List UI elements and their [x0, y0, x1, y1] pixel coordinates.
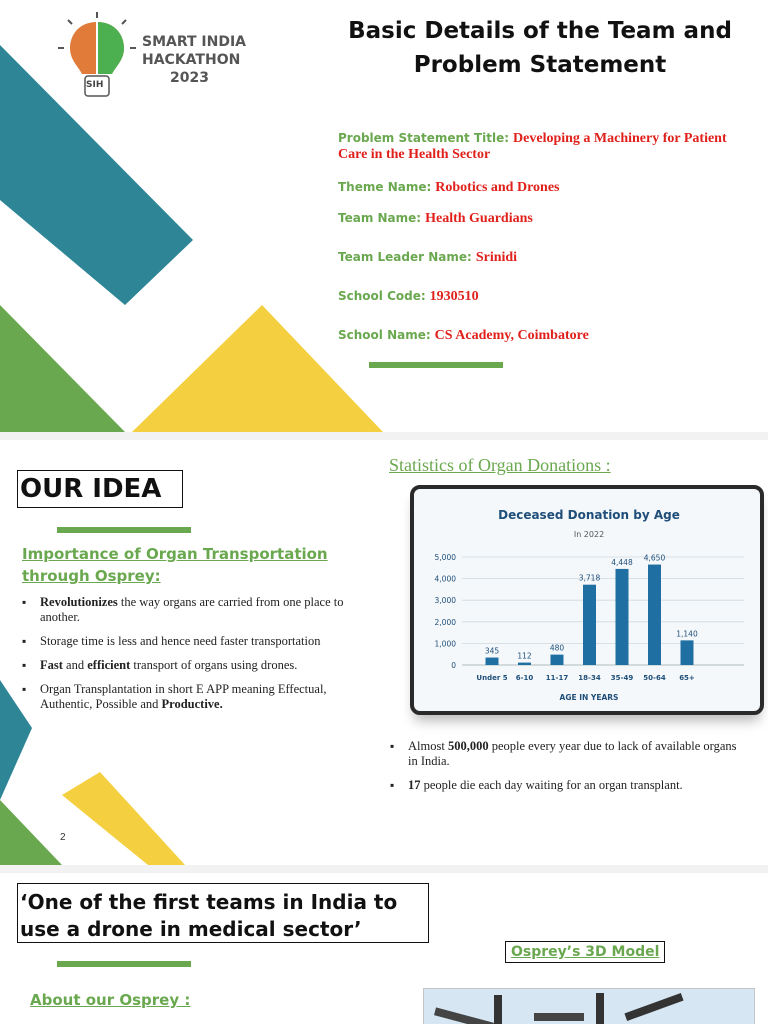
- quote-box: [17, 883, 429, 943]
- list-item: ▪ Storage time is less and hence need faster transportation: [22, 634, 377, 649]
- field-label: Theme Name:: [338, 180, 432, 194]
- y-tick-label: 3,000: [434, 596, 456, 606]
- list-item: ▪ Almost 500,000 people every year due to lack of available organs in India.: [390, 739, 740, 769]
- field-value: CS Academy, Coimbatore: [434, 328, 589, 343]
- field-label: School Code:: [338, 289, 426, 303]
- importance-list: [22, 595, 377, 721]
- logo-badge: SIH: [86, 80, 104, 90]
- about-heading: About our Osprey :: [30, 991, 191, 1009]
- page-number: 2: [60, 832, 66, 843]
- list-item: ▪ Revolutionizes the way organs are carried from one place to another.: [22, 595, 377, 625]
- divider: [57, 527, 191, 533]
- field-value: Srinidi: [475, 250, 518, 265]
- x-tick-label: 65+: [679, 674, 695, 682]
- chart-title: Deceased Donation by Age: [498, 508, 680, 522]
- x-tick-label: Under 5: [476, 674, 508, 682]
- x-tick-label: 11-17: [545, 674, 569, 682]
- field-label: Team Leader Name:: [338, 250, 472, 264]
- divider: [369, 362, 503, 368]
- importance-subheading: [22, 543, 328, 587]
- importance-subheading-line-2: through Osprey:: [22, 567, 161, 585]
- y-tick-label: 5,000: [434, 553, 456, 562]
- sih-logo: [58, 12, 258, 107]
- field-value-cont: Care in the Health Sector: [338, 147, 491, 162]
- data-label: 4,448: [611, 557, 633, 567]
- field-team-name: [338, 209, 533, 227]
- quote-line-1: ‘One of the first teams in India to: [20, 890, 398, 914]
- field-label: Team Name:: [338, 211, 422, 225]
- bar-50-64: [648, 565, 661, 665]
- y-tick-label: 1,000: [434, 639, 456, 649]
- field-label: Problem Statement Title:: [338, 131, 510, 145]
- field-theme: [338, 178, 559, 196]
- slide-gap: [0, 865, 768, 873]
- importance-subheading-line-1: Importance of Organ Transportation: [22, 545, 328, 563]
- quote-line-2: use a drone in medical sector’: [20, 917, 362, 941]
- drone-3d-model: [423, 988, 755, 1024]
- chart-subtitle: In 2022: [573, 530, 605, 539]
- list-item: ▪ 17 people die each day waiting for an organ transplant.: [390, 778, 740, 793]
- bar-11-17: [551, 655, 564, 665]
- y-tick-label: 4,000: [434, 574, 456, 584]
- list-item: ▪ Fast and efficient transport of organs using drones.: [22, 658, 377, 673]
- data-label: 345: [484, 646, 500, 656]
- divider: [57, 961, 191, 967]
- data-label: 4,650: [643, 553, 666, 563]
- logo-line-3: 2023: [170, 70, 209, 86]
- drone-image: [424, 989, 754, 1024]
- x-tick-label: 50-64: [643, 674, 666, 682]
- stats-heading: Statistics of Organ Donations :: [389, 455, 611, 475]
- field-label: School Name:: [338, 328, 431, 342]
- field-value: Health Guardians: [425, 211, 533, 226]
- list-item: ▪ Organ Transplantation in short E APP meaning Effectual, Authentic, Possible and Productive.: [22, 682, 377, 712]
- field-value: Developing a Machinery for Patient: [513, 131, 727, 146]
- slide-gap: [0, 432, 768, 440]
- bar-65+: [681, 640, 694, 665]
- data-label: 112: [517, 651, 532, 661]
- field-school-code: [338, 287, 479, 305]
- our-idea-heading: OUR IDEA: [17, 470, 183, 508]
- slide-our-idea: [0, 440, 768, 865]
- bar-under-5: [486, 658, 499, 665]
- logo-line-1: SMART INDIA: [142, 34, 247, 50]
- logo-line-2: HACKATHON: [142, 52, 241, 68]
- slide-osprey: [0, 873, 768, 1024]
- page-title-line-2: Problem Statement: [413, 52, 667, 78]
- page-title: [330, 14, 750, 82]
- stats-list: [390, 739, 740, 802]
- y-tick-label: 0: [451, 661, 456, 670]
- page-title-line-1: Basic Details of the Team and: [348, 18, 732, 44]
- field-value: Robotics and Drones: [435, 180, 560, 195]
- x-tick-label: 18-34: [578, 674, 601, 682]
- field-school-name: [338, 326, 589, 344]
- field-team-leader: [338, 248, 517, 266]
- bar-18-34: [583, 585, 596, 665]
- x-tick-label: 6-10: [515, 674, 534, 682]
- data-label: 1,140: [676, 629, 698, 639]
- model-label: Osprey’s 3D Model: [505, 941, 665, 963]
- chart-xlabel: AGE IN YEARS: [559, 693, 619, 702]
- field-value: 1930510: [429, 289, 479, 304]
- slide-team-details: [0, 0, 768, 432]
- deceased-donation-chart: [414, 489, 760, 711]
- bar-6-10: [518, 663, 531, 665]
- chart-card: [410, 485, 764, 715]
- x-tick-label: 35-49: [610, 674, 634, 682]
- data-label: 480: [549, 643, 565, 653]
- y-tick-label: 2,000: [434, 617, 456, 627]
- field-problem-statement: [338, 130, 748, 162]
- data-label: 3,718: [578, 573, 601, 583]
- bar-35-49: [616, 569, 629, 665]
